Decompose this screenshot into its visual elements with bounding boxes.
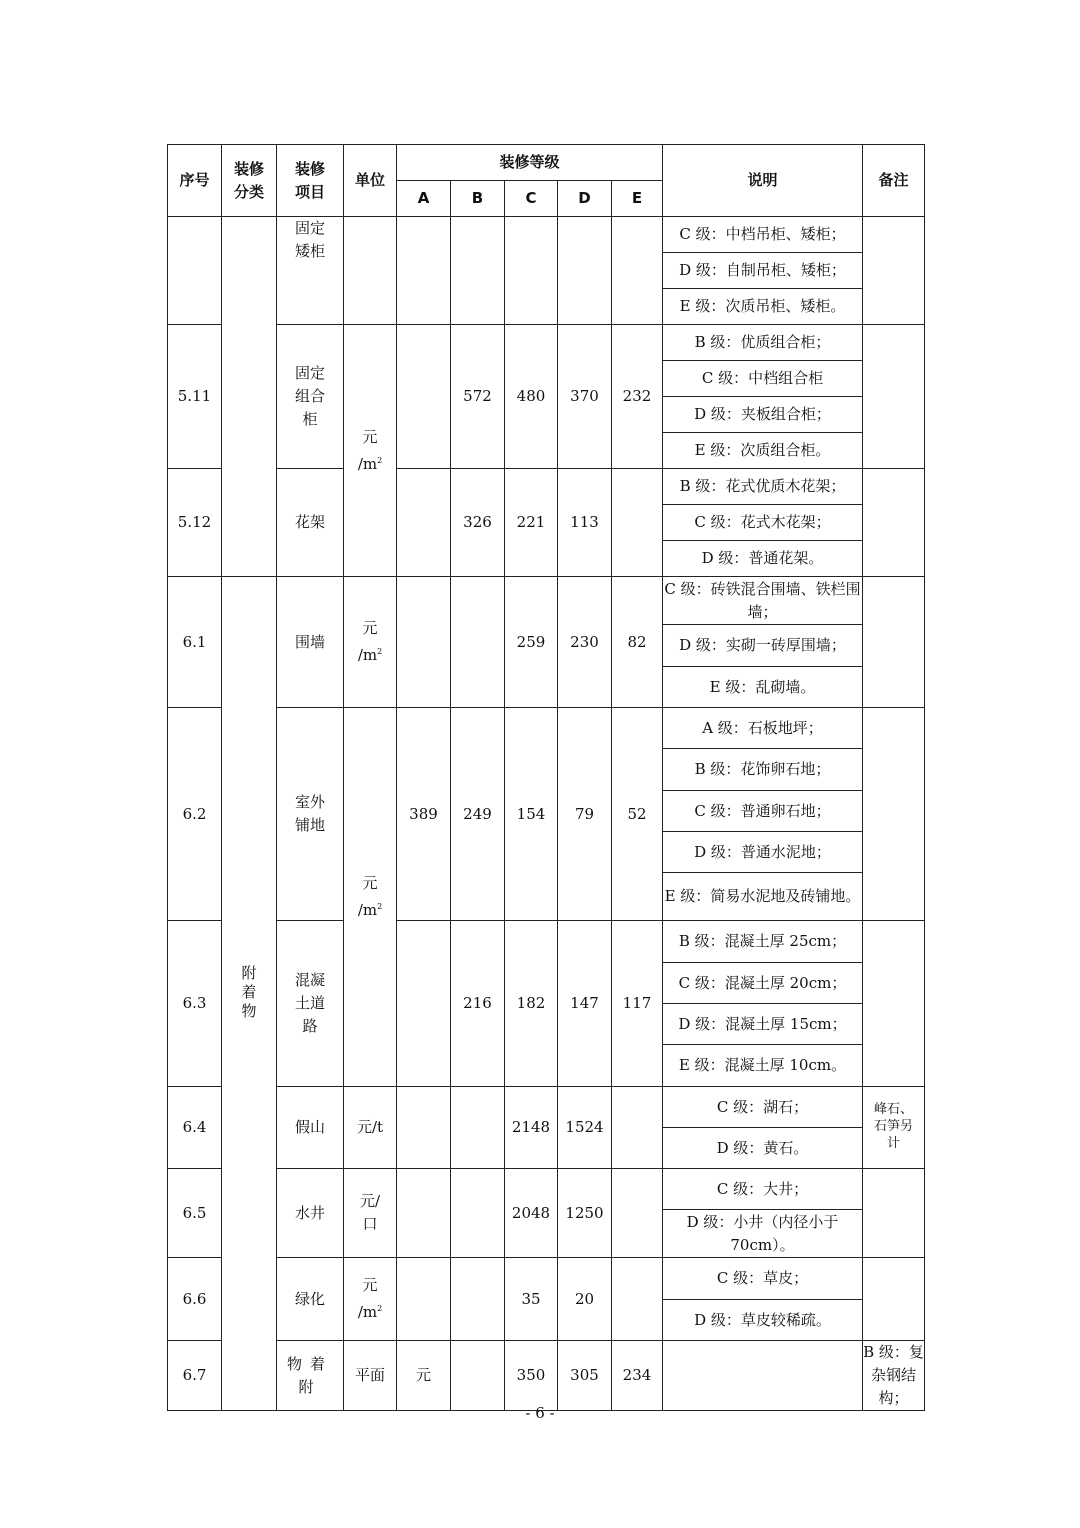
- desc-cell: E 级：混凝土厚 10cm。: [663, 1045, 863, 1087]
- desc-cell: B 级：混凝土厚 25cm；: [663, 921, 863, 963]
- note-cell: [863, 1169, 925, 1258]
- value-d: 147: [558, 921, 612, 1087]
- value-b: 216: [451, 921, 505, 1087]
- header-grade-c: C: [505, 181, 558, 217]
- value-e: 232: [612, 325, 663, 469]
- desc-cell: B 级：复杂钢结构；: [863, 1341, 925, 1411]
- value-e: 52: [612, 708, 663, 921]
- header-desc: 说明: [663, 145, 863, 217]
- value-d: 234: [612, 1341, 663, 1411]
- desc-cell: D 级：黄石。: [663, 1128, 863, 1169]
- seq-cell: 6.3: [168, 921, 222, 1087]
- item-cell: 花架: [277, 469, 344, 577]
- value-e: 117: [612, 921, 663, 1087]
- value-d: 370: [558, 325, 612, 469]
- desc-cell: C 级：中档吊柜、矮柜；: [663, 217, 863, 253]
- desc-cell: B 级：优质组合柜；: [663, 325, 863, 361]
- desc-cell: B 级：花式优质木花架；: [663, 469, 863, 505]
- unit-cell: 元/口: [344, 1169, 397, 1258]
- note-cell: [863, 921, 925, 1087]
- seq-cell: 6.5: [168, 1169, 222, 1258]
- item-cell: 固定组合柜: [277, 325, 344, 469]
- desc-cell: A 级：石板地坪；: [663, 708, 863, 749]
- desc-cell: D 级：实砌一砖厚围墙；: [663, 625, 863, 667]
- item-cell: 绿化: [277, 1258, 344, 1341]
- value-d: 230: [558, 577, 612, 708]
- value-d: 1250: [558, 1169, 612, 1258]
- desc-cell: C 级：普通卵石地；: [663, 791, 863, 832]
- seq-cell: 5.11: [168, 325, 222, 469]
- header-item: 装修项目: [277, 145, 344, 217]
- category-cell-cabinet: [222, 217, 277, 577]
- header-grade-d: D: [558, 181, 612, 217]
- value-c: 2048: [505, 1169, 558, 1258]
- page-number: - 6 -: [525, 1404, 555, 1422]
- item-cell: 室外铺地: [277, 708, 344, 921]
- note-cell: 峰石、石笋另计: [863, 1087, 925, 1169]
- desc-cell: D 级：小井（内径小于 70cm）。: [663, 1210, 863, 1258]
- desc-cell: C 级：中档组合柜: [663, 361, 863, 397]
- desc-cell: D 级：草皮较稀疏。: [663, 1300, 863, 1341]
- value-e: 82: [612, 577, 663, 708]
- item-cell: 围墙: [277, 577, 344, 708]
- desc-cell: C 级：混凝土厚 20cm；: [663, 963, 863, 1004]
- note-cell: [863, 708, 925, 921]
- desc-cell: C 级：花式木花架；: [663, 505, 863, 541]
- value-a: 389: [397, 708, 451, 921]
- note-cell: [863, 469, 925, 577]
- value-b: 350: [505, 1341, 558, 1411]
- value-d: 79: [558, 708, 612, 921]
- category-cell-attach: 附着物: [222, 577, 277, 1411]
- item-cell: 混凝土道路: [277, 921, 344, 1087]
- desc-cell: E 级：简易水泥地及砖铺地。: [663, 873, 863, 921]
- unit-cell-m2: 元 $/m^2$: [344, 1258, 397, 1341]
- unit-cell: [344, 217, 397, 325]
- desc-cell: C 级：大井；: [663, 1169, 863, 1210]
- item-cell: 固定矮柜: [277, 217, 344, 325]
- seq-cell: 5.12: [168, 469, 222, 577]
- seq-cell: [168, 217, 222, 325]
- desc-cell: D 级：自制吊柜、矮柜；: [663, 253, 863, 289]
- value-b: 249: [451, 708, 505, 921]
- desc-cell: D 级：普通花架。: [663, 541, 863, 577]
- desc-cell: E 级：乱砌墙。: [663, 667, 863, 708]
- desc-cell: D 级：普通水泥地；: [663, 832, 863, 873]
- desc-cell: E 级：次质吊柜、矮柜。: [663, 289, 863, 325]
- value-d: 20: [558, 1258, 612, 1341]
- seq-cell: 6.4: [168, 1087, 222, 1169]
- value-b: 572: [451, 325, 505, 469]
- header-grade-b: B: [451, 181, 505, 217]
- header-grade-e: E: [612, 181, 663, 217]
- unit-cell-m2: 元 $/m^2$: [344, 708, 397, 1087]
- item-cell: 水井: [277, 1169, 344, 1258]
- seq-cell: 6.1: [168, 577, 222, 708]
- value-d: 113: [558, 469, 612, 577]
- value-c: 154: [505, 708, 558, 921]
- item-cell: 平面: [344, 1341, 397, 1411]
- desc-cell: C 级：砖铁混合围墙、铁栏围墙；: [663, 577, 863, 625]
- note-cell: [863, 1258, 925, 1341]
- value-c: 2148: [505, 1087, 558, 1169]
- header-grade-group: 装修等级: [397, 145, 663, 181]
- desc-cell: C 级：草皮；: [663, 1258, 863, 1300]
- value-c: 305: [558, 1341, 612, 1411]
- desc-cell: D 级：混凝土厚 15cm；: [663, 1004, 863, 1045]
- note-cell: [863, 325, 925, 469]
- seq-cell: 6.6: [168, 1258, 222, 1341]
- header-seq: 序号: [168, 145, 222, 217]
- unit-cell: 元/t: [344, 1087, 397, 1169]
- seq-cell: 6.7: [168, 1341, 222, 1411]
- header-grade-a: A: [397, 181, 451, 217]
- value-c: 182: [505, 921, 558, 1087]
- main-table: [167, 144, 925, 1411]
- seq-cell: 6.2: [168, 708, 222, 921]
- value-c: 259: [505, 577, 558, 708]
- desc-cell: C 级：湖石；: [663, 1087, 863, 1128]
- unit-cell: 元: [397, 1341, 451, 1411]
- desc-cell: E 级：次质组合柜。: [663, 433, 863, 469]
- unit-cell-m2: 元 $/m^2$: [344, 325, 397, 577]
- value-c: 221: [505, 469, 558, 577]
- value-d: 1524: [558, 1087, 612, 1169]
- header-category: 装修分类: [222, 145, 277, 217]
- note-cell: [863, 217, 925, 325]
- category-cell-inverted: 物着附: [277, 1341, 344, 1411]
- desc-cell: B 级：花饰卵石地；: [663, 749, 863, 791]
- value-c: 35: [505, 1258, 558, 1341]
- item-cell: 假山: [277, 1087, 344, 1169]
- header-unit: 单位: [344, 145, 397, 217]
- unit-cell-m2: 元 $/m^2$: [344, 577, 397, 708]
- value-b: 326: [451, 469, 505, 577]
- desc-cell: D 级：夹板组合柜；: [663, 397, 863, 433]
- header-note: 备注: [863, 145, 925, 217]
- value-c: 480: [505, 325, 558, 469]
- note-cell: [863, 577, 925, 708]
